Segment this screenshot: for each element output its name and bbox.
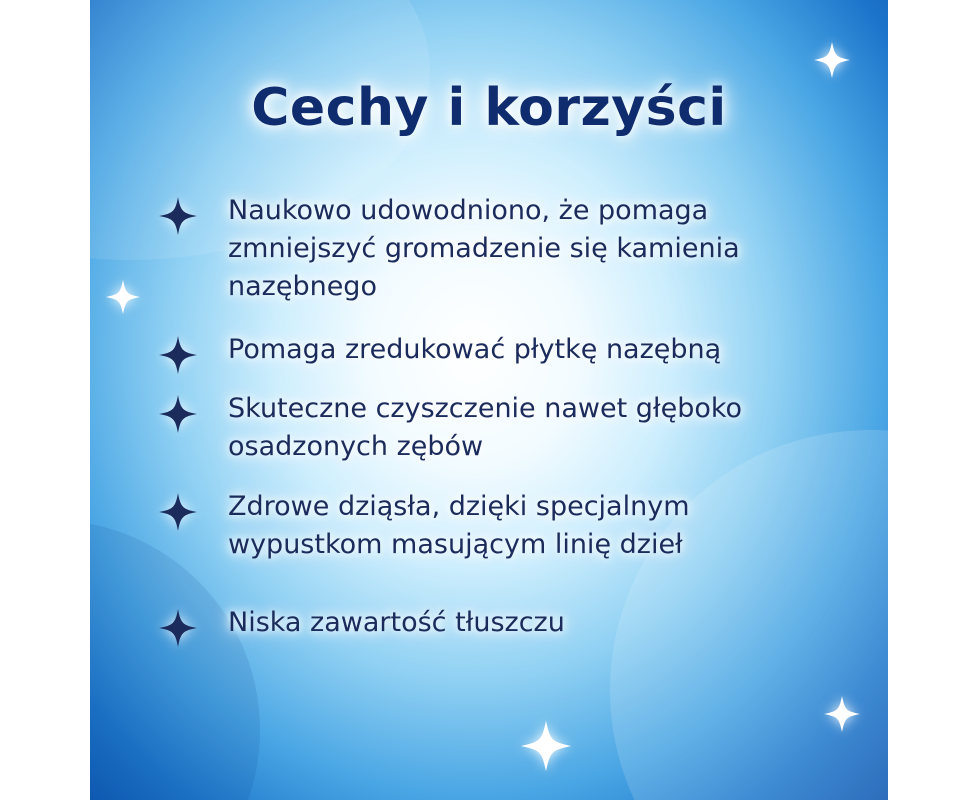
feature-panel	[90, 0, 888, 800]
four-point-star-icon	[158, 394, 198, 434]
feature-text: Niska zawartość tłuszczu	[228, 607, 565, 638]
feature-text: Naukowo udowodniono, że pomaga zmniejszyć gromadzenie się kamienia nazębnego	[228, 195, 740, 302]
feature-text: Zdrowe dziąsła, dzięki specjalnym wypustkom masującym linię dzieł	[228, 491, 690, 560]
page-title: Cechy i korzyści	[251, 78, 727, 138]
feature-text: Pomaga zredukować płytkę nazębną	[228, 334, 722, 365]
sparkle-icon	[518, 718, 574, 774]
four-point-star-icon	[158, 335, 198, 375]
four-point-star-icon	[158, 492, 198, 532]
four-point-star-icon	[158, 608, 198, 648]
sparkle-icon	[822, 694, 862, 734]
feature-text: Skuteczne czyszczenie nawet głęboko osadzonych zębów	[228, 393, 743, 462]
sparkle-icon	[104, 278, 142, 316]
four-point-star-icon	[158, 196, 198, 236]
sparkle-icon	[812, 40, 852, 80]
